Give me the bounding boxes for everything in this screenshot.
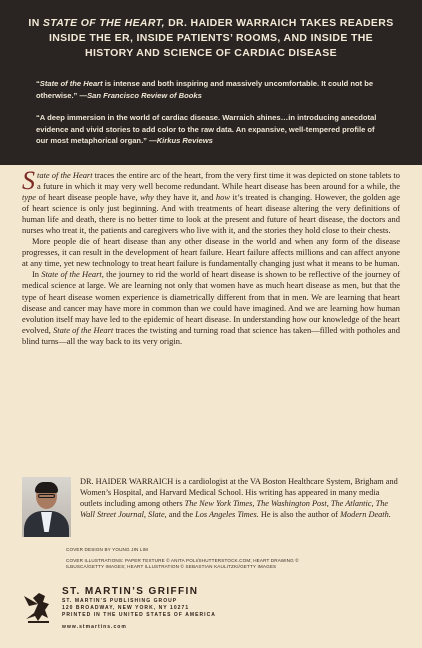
publication-list: The New York Times, The Washington Post, The Atlantic, The Wall Street Journal, Slate,: [80, 499, 389, 520]
description-paragraph-2: More people die of heart disease than any other disease in the world and when any form of the disease progresses, it can result in the development of heart failure. Heart failure affects millions and can affect anyone at any time, yet new technology to treat heart failure is fundamentally changing just what it means to be human.: [22, 236, 400, 269]
bio-text: He is also the author of: [258, 510, 341, 520]
author-bio: [80, 476, 402, 520]
quote-text: is intense and both inspiring and massively uncomfortable. It could not be otherwise.” —: [36, 79, 374, 100]
publisher-url[interactable]: www.stmartins.com: [62, 624, 127, 630]
paragraph-text: the journey to rid the world of heart disease is shown to be reflective of the journey of medical science at large. We are learning not only that women have as much heart disease as men, but that the type of heart disease women experience is diametrically different from that in men. We are learning that heart disease and cancer may have more in common than we could have imagined. And we are learning how human evolution itself may have led to the epidemic of heart disease. In understanding how our knowledge of the heart evolved,: [22, 269, 401, 335]
griffin-icon: [18, 586, 56, 626]
book-title-inline: tate of the Heart: [37, 170, 93, 180]
publisher-address: 120 BROADWAY, NEW YORK, NY 10271: [62, 605, 190, 611]
quote-source: San Francisco Review of Books: [87, 90, 202, 100]
quote-source: Kirkus Reviews: [156, 136, 213, 146]
paragraph-text: traces the twisting and turning road that science has taken—filled with potholes and blind turns—all the way back to its very origin.: [22, 324, 400, 346]
bio-text: DR. HAIDER WARRAICH is a cardiologist at the VA Boston Healthcare System, Brigham and Women’s Hospital, and Harvard Medical School. His writing has appeared in many media outlets including among others: [80, 477, 398, 509]
headline-prefix: IN: [28, 17, 43, 29]
publisher-name: ST. MARTIN’S GRIFFIN: [62, 586, 199, 597]
headline: [24, 16, 398, 61]
previous-book-title: Modern Death.: [340, 510, 391, 520]
book-title-inline: State of the Heart,: [41, 269, 104, 280]
bio-text: and the: [166, 510, 196, 520]
illustration-credits: COVER ILLUSTRATIONS: PAPER TEXTURE © ANITA POLI/SHUTTERSTOCK.COM; HEART DRAWING © ILBUSCA/GETTY IMAGES; HEART ILLUSTRATION © SEBASTIAN KAULITZKI/GETTY IMAGES: [66, 558, 299, 570]
headline-title: STATE OF THE HEART,: [42, 17, 165, 29]
review-quote-2: [36, 112, 386, 147]
paragraph-text: of heart disease people have,: [36, 192, 141, 203]
author-photo: [22, 477, 71, 537]
glasses-shape: [38, 494, 55, 498]
quote-open-mark: “: [36, 79, 40, 88]
quote-book-title: State of the Heart: [39, 79, 103, 88]
publication-name: Los Angeles Times.: [195, 510, 259, 520]
description-paragraph-1: [22, 166, 400, 236]
drop-cap: S: [22, 166, 35, 195]
emphasis-text: type: [22, 192, 37, 203]
emphasis-text: how: [215, 192, 230, 203]
review-quote-1: [36, 78, 386, 101]
book-description: [22, 166, 401, 347]
paragraph-text: they have it, and: [153, 192, 216, 203]
printed-in: PRINTED IN THE UNITED STATES OF AMERICA: [62, 612, 216, 618]
publisher-info: [62, 586, 216, 631]
hair-shape: [35, 482, 58, 493]
headline-rest: DR. HAIDER WARRAICH TAKES READERS INSIDE THE ER, INSIDE PATIENTS’ ROOMS, AND INSIDE THE HISTORY AND SCIENCE OF CARDIAC DISEASE: [48, 17, 394, 59]
paragraph-text: traces the entire arc of the heart, from the very first time it was depicted on stone tablets to a future in which it may very well become redundant. While heart disease has been around for a while, the: [37, 170, 400, 192]
cover-design-credit: COVER DESIGN BY YOUNG JIN LIM: [66, 547, 149, 552]
quote-text: “A deep immersion in the world of cardiac disease. Warraich shines…in introducing anecdotal evidence and vivid stories to add color to the raw data. An expansive, well-tempered profile of our most metaphorical organ.” —: [36, 113, 377, 146]
emphasis-text: why: [140, 192, 154, 203]
header-band: [0, 0, 422, 165]
paragraph-text: In: [32, 269, 42, 280]
book-title-inline: State of the Heart: [53, 324, 114, 335]
publisher-group: ST. MARTIN’S PUBLISHING GROUP: [62, 598, 178, 604]
paragraph-text: it’s treated is changing. However, the golden age of heart science is only just beginning. And with treatments of heart disease altering the very definitions of human life and death, there is no better time to look at the present and future of heart disease, the doctors and nurses who treat it, the patients and caregivers who live with it, and the stories they hold close to their chests.: [22, 192, 400, 236]
description-paragraph-3: [22, 269, 400, 346]
